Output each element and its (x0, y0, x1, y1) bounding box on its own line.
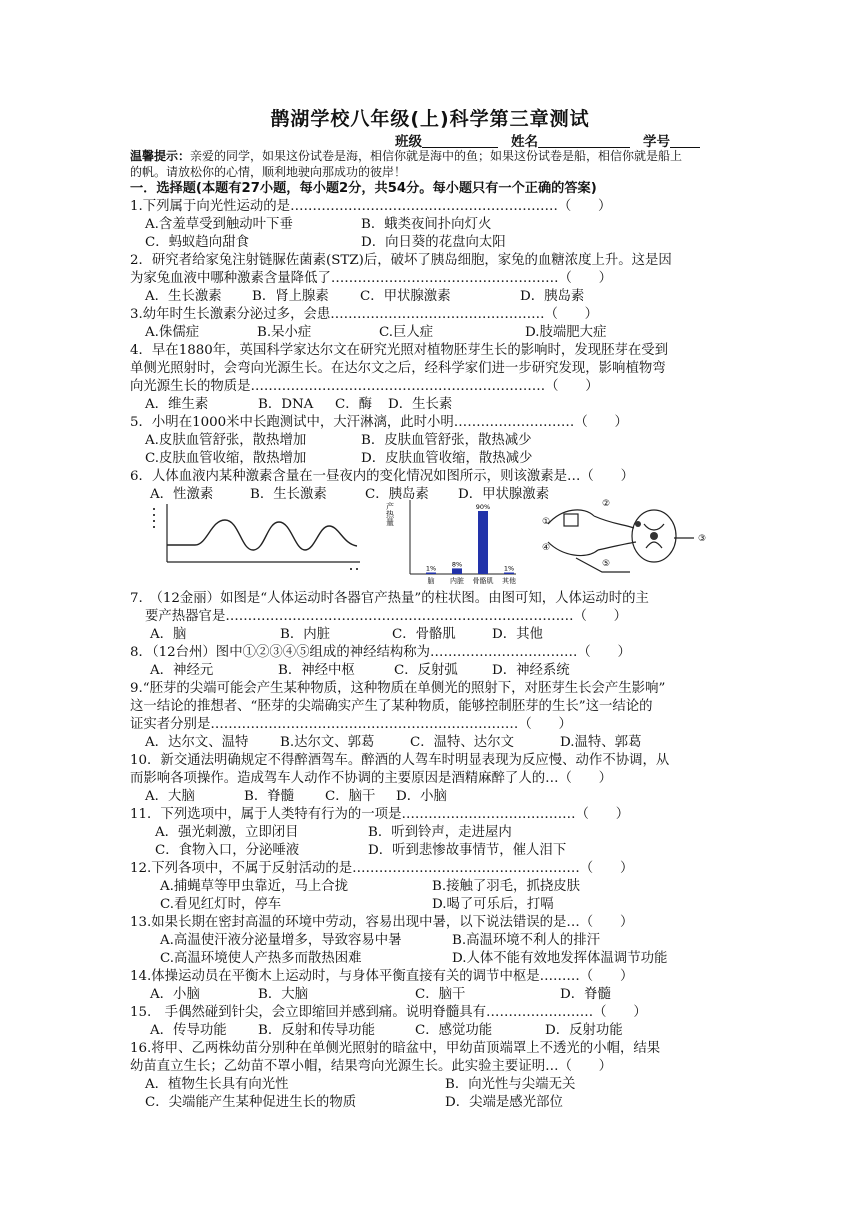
q12-option-a[interactable]: A.捕蝇草等甲虫靠近，马上合拢 (160, 879, 349, 894)
category-label-0: 脑 (427, 577, 435, 585)
x-axis-label-marks (350, 568, 358, 570)
receptor-box (564, 514, 578, 526)
bar-1 (452, 568, 462, 574)
q13-option-c[interactable]: C.高温环境使人产热多而散热困难 (160, 951, 362, 966)
tip-label: 温馨提示： (130, 149, 191, 163)
label-4: ④ (542, 543, 551, 553)
q12-option-b[interactable]: B.接触了羽毛，抓挠皮肤 (432, 879, 581, 894)
heat-bar-chart (385, 492, 520, 586)
q15-stem: 15. 手偶然碰到针尖，会立即缩回并感到痛。说明脊髓具有……………………（ ） (130, 1005, 647, 1020)
central-canal (650, 532, 658, 540)
q13-option-d[interactable]: D.人体不能有效地发挥体温调节功能 (452, 951, 668, 966)
q8-option-b[interactable]: B．神经中枢 (278, 663, 355, 678)
q11-option-d[interactable]: D．听到悲惨故事情节，催人泪下 (368, 843, 567, 858)
q9-option-b[interactable]: B.达尔文、郭葛 (280, 735, 375, 750)
q9-option-a[interactable]: A．达尔文、温特 (145, 735, 249, 750)
q9-option-d[interactable]: D.温特、郭葛 (560, 735, 642, 750)
q6-stem: 6．人体血液内某种激素含量在一昼夜内的变化情况如图所示，则该激素是…（ ） (130, 469, 634, 484)
class-label: 班级 (395, 134, 422, 150)
q13-option-b[interactable]: B.高温环境不利人的排汗 (452, 933, 601, 948)
q12-option-c[interactable]: C.看见红灯时，停车 (160, 897, 282, 912)
q10-option-d[interactable]: D．小脑 (396, 789, 447, 804)
tip-line-2: 的帆。请放松你的心情，顺利地驶向那成功的彼岸！ (130, 165, 407, 179)
q10-option-b[interactable]: B．脊髓 (244, 789, 295, 804)
q13-stem: 13.如果长期在密封高温的环境中劳动，容易出现中暑，以下说法错误的是…（ ） (130, 915, 634, 930)
q15-option-c[interactable]: C．感觉功能 (415, 1023, 493, 1038)
q11-option-c[interactable]: C．食物入口，分泌唾液 (155, 843, 300, 858)
q1-stem: 1.下列属于向光性运动的是……………………………………………………（ ） (130, 199, 612, 214)
q7-option-b[interactable]: B．内脏 (280, 627, 331, 642)
q7-stem-line1: 7. （12金丽）如图是“人体运动时各器官产热量”的柱状图。由图可知，人体运动时的主 (130, 591, 649, 606)
bar-2 (478, 511, 488, 574)
q8-option-a[interactable]: A．神经元 (150, 663, 214, 678)
reflex-arc-figure (542, 494, 714, 584)
category-label-1: 内脏 (450, 577, 464, 585)
tip-text-1: 亲爱的同学，如果这份试卷是海，相信你就是海中的鱼；如果这份试卷是船，相信你就是船上 (190, 149, 683, 163)
q11-option-b[interactable]: B．听到铃声，走进屋内 (368, 825, 512, 840)
q1-option-c[interactable]: C．蚂蚁趋向甜食 (145, 235, 249, 250)
name-label: 姓名 (511, 134, 538, 150)
q4-stem-line1: 4．早在1880年，英国科学家达尔文在研究光照对植物胚芽生长的影响时，发现胚芽在受到 (130, 343, 669, 358)
label-1: ① (542, 517, 551, 527)
q2-option-b[interactable]: B．肾上腺素 (252, 289, 329, 304)
q14-stem: 14.体操运动员在平衡木上运动时，与身体平衡直接有关的调节中枢是………（ ） (130, 969, 634, 984)
ganglion (635, 521, 641, 527)
q10-option-c[interactable]: C．脑干 (325, 789, 376, 804)
q16-option-c[interactable]: C．尖端能产生某种促进生长的物质 (145, 1095, 357, 1110)
category-label-3: 其他 (502, 577, 516, 585)
bar-value-label-2: 90% (475, 503, 491, 511)
q9-stem-line3: 证实者分别是……………………………………………………………（ ） (130, 717, 572, 732)
number-blank[interactable] (670, 133, 700, 148)
q10-stem-line1: 10．新交通法明确规定不得醉酒驾车。醉酒的人驾车时明显表现为反应慢、动作不协调，从 (130, 753, 670, 768)
q14-option-b[interactable]: B．大脑 (258, 987, 309, 1002)
q14-option-a[interactable]: A．小脑 (150, 987, 200, 1002)
q6-option-a[interactable]: A．性激素 (150, 487, 214, 502)
q6-option-d[interactable]: D．甲状腺激素 (458, 487, 550, 502)
q3-option-c[interactable]: C.巨人症 (379, 325, 434, 340)
q2-option-d[interactable]: D．胰岛素 (520, 289, 585, 304)
q5-option-b[interactable]: B．皮肤血管舒张，散热减少 (361, 433, 532, 448)
q16-stem-line2: 幼苗直立生长；乙幼苗不罩小帽，结果弯向光源生长。此实验主要证明…（ ） (130, 1059, 613, 1074)
q8-option-c[interactable]: C．反射弧 (394, 663, 458, 678)
q5-option-a[interactable]: A.皮肤血管舒张，散热增加 (145, 433, 307, 448)
q8-option-d[interactable]: D．神经系统 (492, 663, 570, 678)
q6-option-c[interactable]: C．胰岛素 (365, 487, 429, 502)
q1-option-d[interactable]: D．向日葵的花盘向太阳 (361, 235, 506, 250)
category-label-2: 骨骼肌 (472, 577, 494, 585)
q5-option-d[interactable]: D．皮肤血管收缩，散热减少 (361, 451, 533, 466)
q14-option-d[interactable]: D．脊髓 (560, 987, 611, 1002)
label-3: ③ (698, 534, 707, 544)
q2-stem-line2: 为家兔血液中哪种激素含量降低了……………………………………………（ ） (130, 271, 613, 286)
q1-option-b[interactable]: B．蛾类夜间扑向灯火 (361, 217, 492, 232)
motor-nerve (598, 542, 636, 550)
q16-stem-line1: 16.将甲、乙两株幼苗分别种在单侧光照射的暗盆中，甲幼苗顶端罩上不透光的小帽，结果 (130, 1041, 661, 1056)
q15-option-d[interactable]: D．反射功能 (545, 1023, 623, 1038)
page-title: 鹊湖学校八年级(上)科学第三章测试 (270, 108, 590, 130)
receptor-branch (548, 510, 594, 524)
y-axis-label: 产热量 (385, 502, 395, 526)
q13-option-a[interactable]: A.高温使汗液分泌量增多，导致容易中暑 (160, 933, 402, 948)
q10-option-a[interactable]: A．大脑 (145, 789, 195, 804)
q16-option-b[interactable]: B．向光性与尖端无关 (445, 1077, 576, 1092)
q7-stem-line2: 要产热器官是……………………………………………………………………（ ） (145, 609, 628, 624)
q4-stem-line2: 单侧光照射时，会弯向光源生长。在达尔文之后，经科学家们进一步研究发现，影响植物弯 (130, 361, 666, 376)
q2-stem-line1: 2．研究者给家兔注射链脲佐菌素(STZ)后，破坏了胰岛细胞，家兔的血糖浓度上升。这是因 (130, 253, 672, 268)
q7-option-a[interactable]: A．脑 (150, 627, 187, 642)
section-heading: 一．选择题(本题有27小题，每小题2分，共54分。每小题只有一个正确的答案) (130, 181, 597, 196)
q8-stem: 8．（12台州）图中①②③④⑤组成的神经结构称为……………………………（ ） (130, 645, 631, 660)
q5-stem: 5．小明在1000米中长跑测试中，大汗淋漓，此时小明………………………（ ） (130, 415, 628, 430)
q7-option-c[interactable]: C．骨骼肌 (392, 627, 456, 642)
q2-option-c[interactable]: C．甲状腺激素 (360, 289, 451, 304)
q15-option-b[interactable]: B．反射和传导功能 (258, 1023, 375, 1038)
q10-stem-line2: 而影响各项操作。造成驾车人动作不协调的主要原因是酒精麻醉了人的…（ ） (130, 771, 613, 786)
bar-3 (504, 573, 514, 575)
sensory-nerve (594, 516, 634, 528)
q4-option-b[interactable]: B．DNA (258, 397, 314, 412)
name-blank[interactable] (538, 133, 630, 148)
q16-option-a[interactable]: A．植物生长具有向光性 (145, 1077, 289, 1092)
q9-stem-line1: 9.“胚芽的尖端可能会产生某种物质，这种物质在单侧光的照射下，对胚芽生长会产生影响” (130, 681, 666, 696)
y-axis-label-marks (153, 508, 155, 528)
q4-stem-line3: 向光源生长的物质是…………………………………………………………（ ） (130, 379, 599, 394)
q12-stem: 12.下列各项中，不属于反射活动的是……………………………………………（ ） (130, 861, 634, 876)
q4-option-d[interactable]: D．生长素 (388, 397, 453, 412)
q3-stem: 3.幼年时生长激素分泌过多，会患…………………………………………（ ） (130, 307, 599, 322)
effector-branch (548, 542, 598, 556)
q6-option-b[interactable]: B．生长激素 (250, 487, 327, 502)
hormone-curve-figure (145, 500, 375, 580)
bar-0 (426, 573, 436, 575)
q9-option-c[interactable]: C．温特、达尔文 (410, 735, 514, 750)
q3-option-b[interactable]: B.呆小症 (257, 325, 312, 340)
q12-option-d[interactable]: D.喝了可乐后，打嗝 (432, 897, 554, 912)
q16-option-d[interactable]: D．尖端是感光部位 (445, 1095, 563, 1110)
label-2: ② (602, 499, 611, 509)
number-label: 学号 (643, 134, 670, 150)
q14-option-c[interactable]: C．脑干 (415, 987, 466, 1002)
bar-value-label-3: 1% (503, 564, 515, 573)
bar-value-label-0: 1% (425, 564, 437, 573)
q3-option-d[interactable]: D.肢端肥大症 (525, 325, 607, 340)
bar-value-label-1: 8% (451, 560, 463, 569)
label-5: ⑤ (602, 559, 611, 569)
q3-option-a[interactable]: A.侏儒症 (145, 325, 200, 340)
q11-stem: 11．下列选项中，属于人类特有行为的一项是…………………………………（ ） (130, 807, 630, 822)
class-blank[interactable] (422, 133, 498, 148)
q4-option-a[interactable]: A．维生素 (145, 397, 209, 412)
q1-option-a[interactable]: A.含羞草受到触动叶下垂 (145, 217, 293, 232)
q9-stem-line2: 这一结论的推想者、“胚芽的尖端确实产生了某种物质，能够控制胚芽的生长”这一结论的 (130, 699, 653, 714)
q15-option-a[interactable]: A．传导功能 (150, 1023, 227, 1038)
q4-option-c[interactable]: C．酶 (335, 397, 373, 412)
q2-option-a[interactable]: A．生长激素 (145, 289, 222, 304)
q11-option-a[interactable]: A．强光刺激，立即闭目 (155, 825, 299, 840)
hormone-curve-line (167, 520, 357, 550)
q5-option-c[interactable]: C.皮肤血管收缩，散热增加 (145, 451, 307, 466)
q7-option-d[interactable]: D．其他 (492, 627, 543, 642)
